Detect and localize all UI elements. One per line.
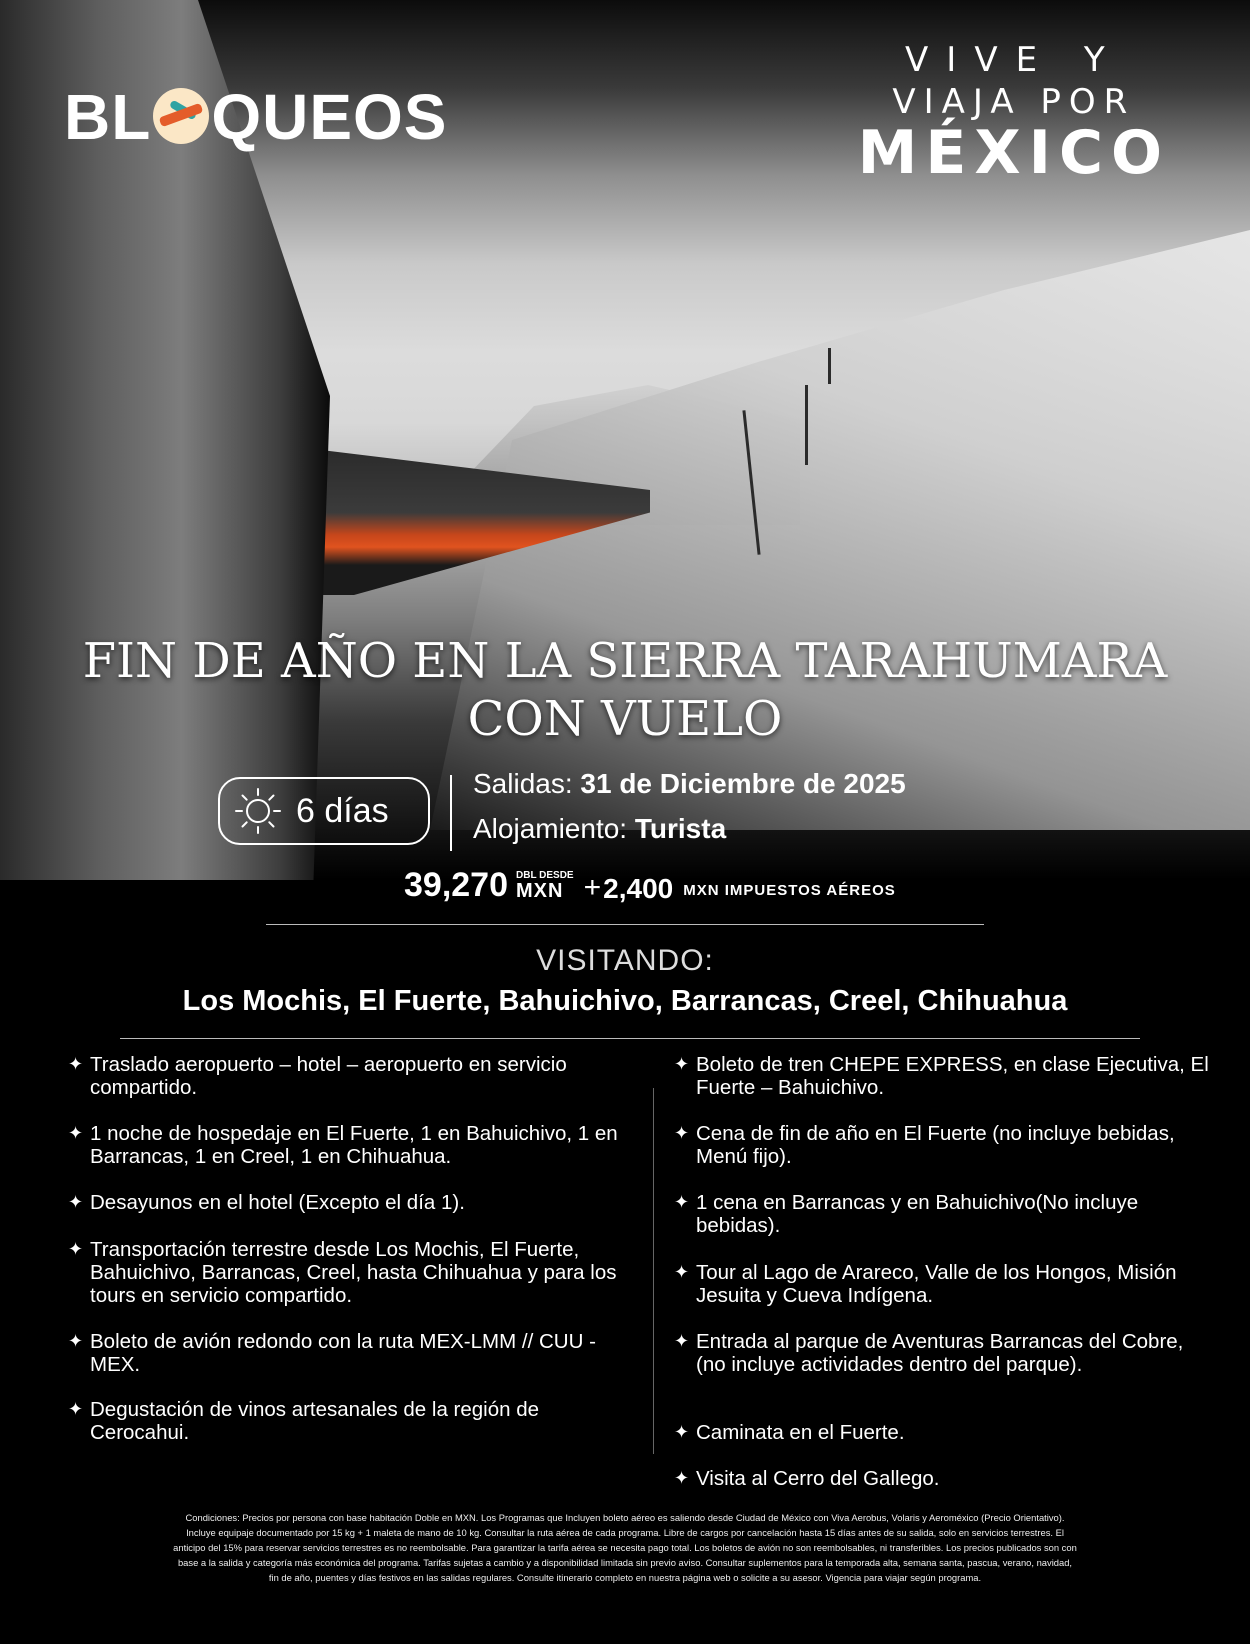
conditions-line: anticipo del 15% para reservar servicios terrestres es no reembolsable. Para garantizar la tarifa aérea se necesita pago total. Los boletos de avión no son reembolsables, ni transferibles. Los precios publicados son con [173,1542,1077,1553]
included-item [674,1122,1214,1168]
included-item-text: 1 noche de hospedaje en El Fuerte, 1 en Bahuichivo, 1 en Barrancas, 1 en Creel, 1 en Chihuahua. [90,1122,618,1168]
included-item [68,1398,643,1444]
included-item [68,1238,643,1307]
included-item-text: Cena de fin de año en El Fuerte (no incluye bebidas, Menú fijo). [696,1122,1175,1168]
star-bullet-icon: ✦ [68,1239,84,1259]
divider-bottom [120,1038,1140,1039]
included-item-text: Boleto de avión redondo con la ruta MEX-LMM // CUU -MEX. [90,1330,596,1376]
star-bullet-icon: ✦ [674,1054,690,1074]
included-item [674,1421,1214,1444]
star-bullet-icon: ✦ [674,1262,690,1282]
campaign-line3: MÉXICO [857,118,1170,188]
included-item-text: Visita al Cerro del Gallego. [696,1467,940,1490]
price-block [404,866,896,905]
plane-logo-icon [153,88,209,144]
conditions-line: Condiciones: Precios por persona con base habitación Doble en MXN. Los Programas que Incluyen boleto aéreo es saliendo desde Ciudad de México con Viva Aerobus, Volaris y Aeroméxico (Precio Orientativo). [185,1512,1065,1523]
included-item [68,1191,643,1214]
included-item [674,1261,1214,1307]
campaign-line1: VIVE Y [905,40,1123,80]
included-item [674,1330,1214,1376]
conditions-line: base a la salida y categoría más económica del programa. Tarifas sujetas a cambio y a disponibilidad limitada sin previo aviso. Consultar suplementos para la temporada alta, semana santa, pascua, verano, navidad, [177,1557,1073,1568]
lodging-value: Turista [634,813,727,844]
included-item-text: Caminata en el Fuerte. [696,1421,905,1444]
included-item [68,1122,643,1168]
included-item-text: Traslado aeropuerto – hotel – aeropuerto en servicio compartido. [90,1053,567,1099]
taxes-label: MXN IMPUESTOS AÉREOS [683,882,896,899]
included-item-text: 1 cena en Barrancas y en Bahuichivo(No incluye bebidas). [696,1191,1139,1237]
price-currency-code: MXN [516,880,564,902]
star-bullet-icon: ✦ [674,1192,690,1212]
divider-top [266,924,984,925]
star-bullet-icon: ✦ [674,1331,690,1351]
included-item [674,1191,1214,1237]
lodging-info [473,813,726,845]
star-bullet-icon: ✦ [68,1192,84,1212]
star-bullet-icon: ✦ [68,1399,84,1419]
departures-label: Salidas: [473,768,573,799]
included-item [68,1330,643,1376]
departures-value: 31 de Diciembre de 2025 [580,768,906,799]
trip-title-line2: CON VUELO [467,691,783,747]
included-item-text: Transportación terrestre desde Los Mochis, El Fuerte, Bahuichivo, Barrancas, Creel, hasta Chihuahua y para los tours en servicio compartido. [90,1238,617,1307]
duration-label: 6 días [296,791,389,830]
star-bullet-icon: ✦ [68,1123,84,1143]
included-item [674,1053,1214,1099]
utility-pole [828,348,831,384]
brand-logo [64,80,447,154]
star-bullet-icon: ✦ [674,1422,690,1442]
star-bullet-icon: ✦ [68,1054,84,1074]
included-item-text: Boleto de tren CHEPE EXPRESS, en clase Ejecutiva, El Fuerte – Bahuichivo. [696,1053,1209,1099]
included-item-text: Desayunos en el hotel (Excepto el día 1). [90,1191,465,1214]
campaign-line2: VIAJA POR [892,82,1136,122]
trip-title [0,632,1250,748]
star-bullet-icon: ✦ [674,1123,690,1143]
plus-sign: + [583,871,602,904]
column-divider [653,1088,654,1454]
logo-text-left: BL [64,81,152,153]
visiting-cities: Los Mochis, El Fuerte, Bahuichivo, Barrancas, Creel, Chihuahua [182,985,1068,1017]
included-item-text: Tour al Lago de Arareco, Valle de los Hongos, Misión Jesuita y Cueva Indígena. [696,1261,1177,1307]
price-qualifier: DBL DESDE [516,870,574,881]
included-item-text: Entrada al parque de Aventuras Barrancas del Cobre, (no incluye actividades dentro del parque). [696,1330,1184,1376]
vertical-divider [450,775,452,851]
conditions-line: Incluye equipaje documentado por 15 kg + 1 maleta de mano de 10 kg. Consultar la ruta aérea de cada programa. Libre de cargos por cancelación hasta 15 días antes de su salida, solo en servicios terrestres. El [186,1527,1064,1538]
included-item [68,1053,643,1099]
utility-pole [805,385,808,465]
taxes-amount: 2,400 [603,873,674,904]
included-item [674,1467,1214,1490]
star-bullet-icon: ✦ [674,1468,690,1488]
trip-title-line1: FIN DE AÑO EN LA SIERRA TARAHUMARA [82,633,1168,689]
included-item-text: Degustación de vinos artesanales de la región de Cerocahui. [90,1398,540,1444]
visiting-heading: VISITANDO: [536,944,714,977]
conditions-text [120,1510,1130,1585]
lodging-label: Alojamiento: [473,813,628,844]
sun-icon [234,787,282,835]
logo-text-right: QUEOS [211,81,448,153]
campaign-logo [858,40,1170,188]
price-currency [516,871,574,901]
star-bullet-icon: ✦ [68,1331,84,1351]
conditions-line: fin de año, puentes y días festivos en las salidas regulares. Consulte itinerario completo en nuestra página web o solicite a su asesor. Vigencia para viajar según programa. [268,1572,982,1583]
duration-badge [218,777,430,845]
price-amount: 39,270 [404,866,508,904]
departures-info [473,768,906,800]
